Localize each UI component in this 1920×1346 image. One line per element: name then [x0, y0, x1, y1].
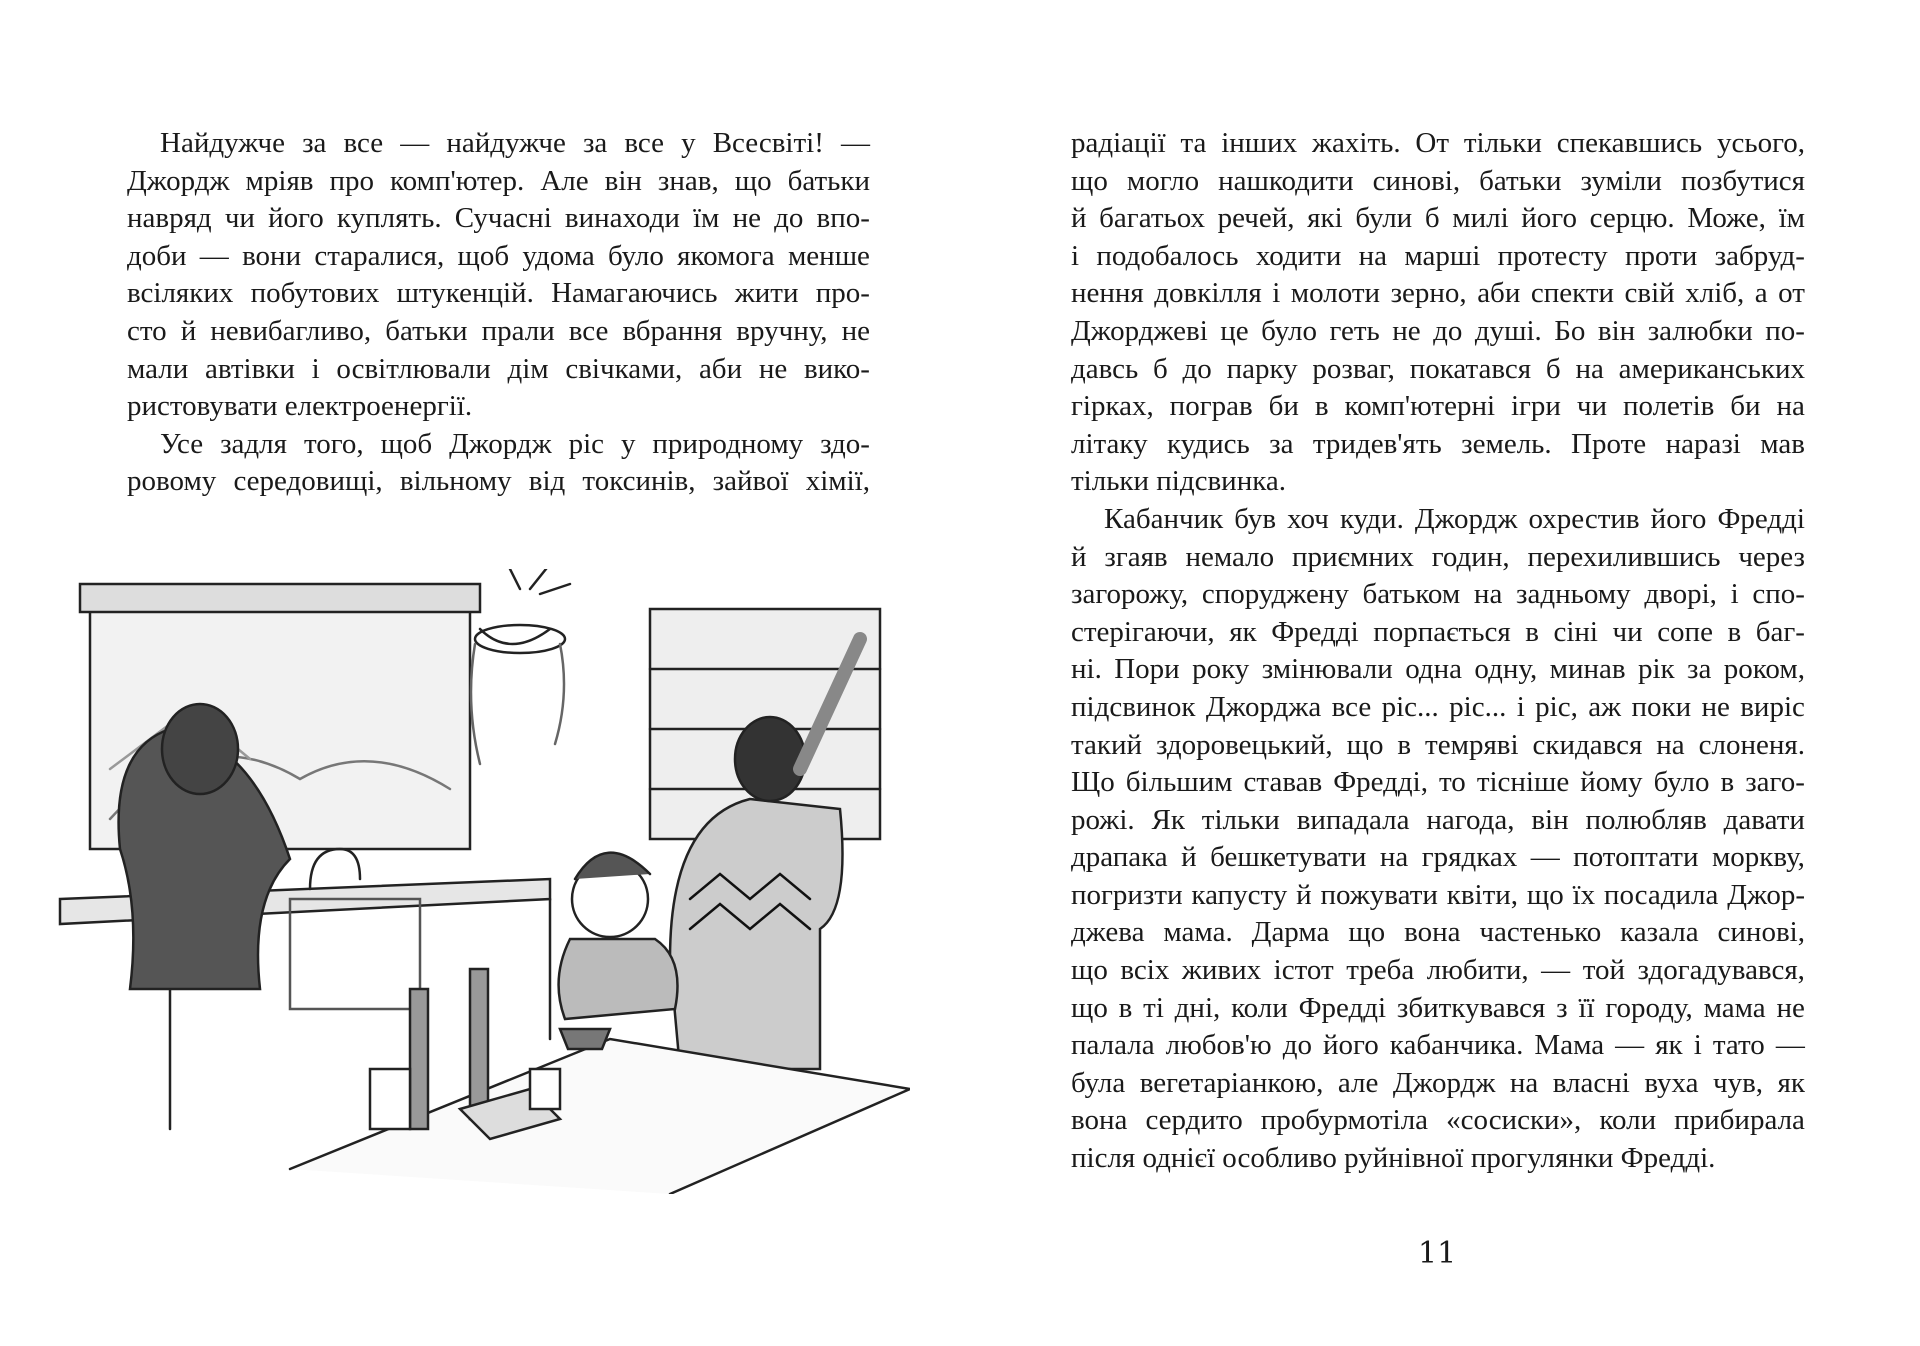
text-line: джева мама. Дарма що вона частенько казала синові,: [1071, 916, 1805, 949]
text-line: гірках, пограв би в комп'ютерні ігри чи полетів би на: [1071, 390, 1805, 423]
text-line: рожі. Як тільки випадала нагода, він полюбляв давати: [1071, 803, 1805, 836]
text-line: погризти капусту й пожувати квіти, що їх посадила Джор-: [1071, 878, 1805, 911]
text-line: літаку кудись за тридев'ять земель. Проте наразі мав: [1071, 427, 1805, 460]
text-line: Що більшим ставав Фредді, то тісніше йому було в заго-: [1071, 766, 1805, 799]
text-line: Джордж мріяв про комп'ютер. Але він знав, що батьки: [127, 164, 870, 197]
text-line: сто й невибагливо, батьки прали все вбрання вручну, не: [127, 314, 870, 347]
text-line: навряд чи його куплять. Сучасні винаходи їм не до впо-: [127, 202, 870, 235]
text-line: Усе задля того, щоб Джордж ріс у природному здо-: [160, 427, 870, 460]
text-line: що могло нашкодити синові, батьки зуміли позбутися: [1071, 164, 1805, 197]
text-line: драпака й бешкетувати на грядках — потоптати моркву,: [1071, 841, 1805, 874]
text-line: всіляких побутових штукенцій. Намагаючись жити про-: [127, 277, 870, 310]
text-line: радіації та інших жахіть. От тільки спекавшись усього,: [1071, 127, 1805, 159]
text-line: доби — вони старалися, щоб удома було якомога менше: [127, 239, 870, 272]
text-line: підсвинок Джорджа все ріс... ріс... і ріс, аж поки не виріс: [1071, 690, 1805, 723]
text-line: нення довкілля і молоти зерно, аби спекти свій хліб, а от: [1071, 277, 1805, 310]
text-line: що всіх живих істот треба любити, — той здогадувався,: [1071, 954, 1805, 987]
page-number: 11: [1418, 1236, 1457, 1271]
text-line: ристовувати електроенергії.: [127, 390, 473, 423]
text-line: і подобалось ходити на марші протесту проти забруд-: [1071, 239, 1805, 272]
text-line: стерігаючи, як Фредді порпається в сіні чи сопе в баг-: [1071, 615, 1805, 648]
right-text-column: [1071, 125, 1805, 1178]
text-line: ровому середовищі, вільному від токсинів, зайвої хімії,: [127, 465, 870, 498]
text-line: була вегетаріанкою, але Джордж на власні вуха чув, як: [1071, 1066, 1805, 1099]
text-line: палала любов'ю до його кабанчика. Мама — як і тато —: [1071, 1029, 1805, 1062]
text-line: такий здоровецький, що в темряві скидався на слоненя.: [1071, 728, 1805, 761]
text-line: після однієї особливо руйнівної прогулянки Фредді.: [1071, 1142, 1716, 1175]
kitchen-illustration: [50, 569, 910, 1194]
text-line: ні. Пори року змінювали одна одну, минав рік за роком,: [1071, 653, 1805, 686]
left-text-column: [127, 125, 870, 501]
text-line: й багатьох речей, які були б милі його серцю. Може, їм: [1071, 202, 1805, 235]
text-line: Джорджеві це було геть не до душі. Бо він залюбки по-: [1071, 314, 1805, 347]
text-line: й згаяв немало приємних годин, перехилившись через: [1071, 540, 1805, 573]
text-line: мали автівки і освітлювали дім свічками, аби не вико-: [127, 352, 870, 385]
text-line: загорожу, споруджену батьком на задньому дворі, і спо-: [1071, 578, 1805, 611]
text-line: вона сердито пробурмотіла «сосиски», коли прибирала: [1071, 1104, 1805, 1137]
text-line: Кабанчик був хоч куди. Джордж охрестив його Фредді: [1104, 502, 1805, 535]
text-line: Найдужче за все — найдужче за все у Всесвіті! —: [160, 127, 870, 159]
text-line: що в ті дні, коли Фредді збиткувався з її городу, мама не: [1071, 991, 1805, 1024]
text-line: давсь б до парку розваг, покатався б на американських: [1071, 352, 1805, 385]
text-line: тільки підсвинка.: [1071, 465, 1286, 498]
